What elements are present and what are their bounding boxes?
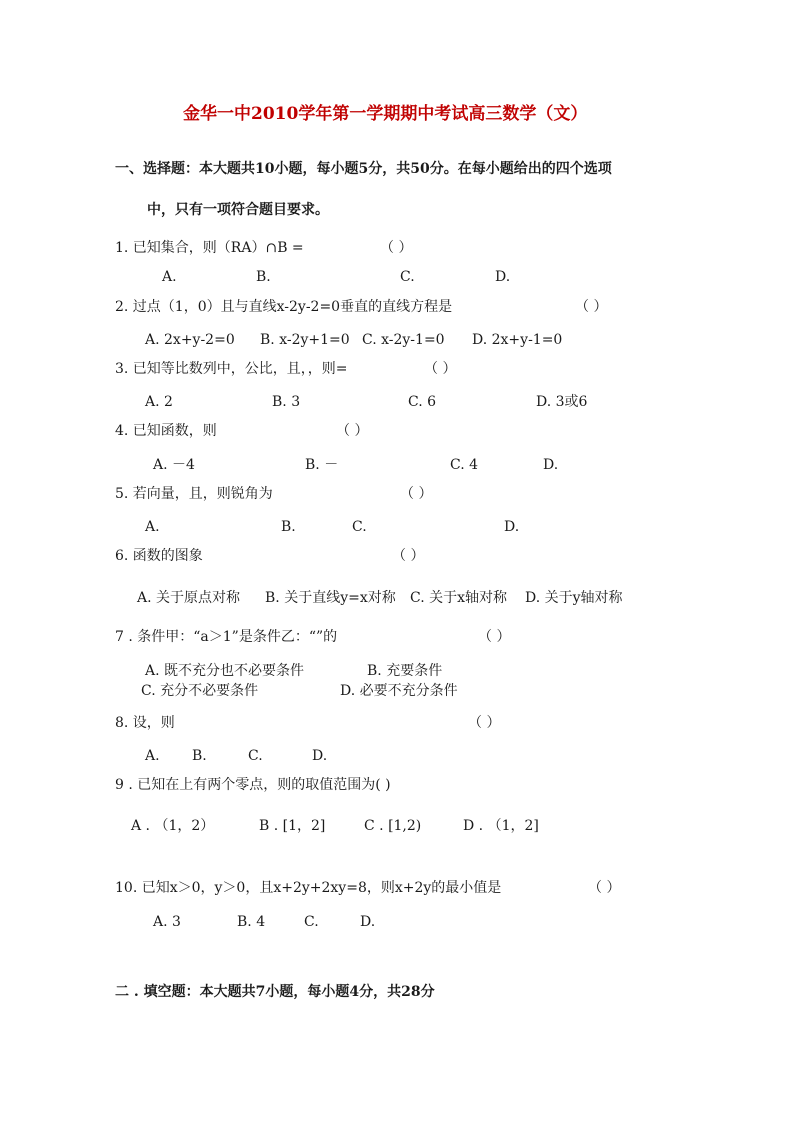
question-6-answer-paren: （ ）: [392, 548, 425, 564]
question-2-option-a: A. 2x+y-2=0: [145, 332, 235, 348]
question-6-option-a: A. 关于原点对称: [137, 590, 241, 606]
question-9-option-c: C . [1,2): [364, 818, 422, 834]
question-9-option-b: B . [1，2]: [259, 818, 326, 834]
section-1-heading-line2: 中，只有一项符合题目要求。: [147, 202, 329, 218]
question-7-stem: 7 . 条件甲：“a＞1”是条件乙：“”的: [115, 629, 338, 645]
question-3-answer-paren: （ ）: [424, 361, 457, 377]
question-10-option-a: A. 3: [153, 914, 181, 930]
question-9-option-d: D . （1，2]: [463, 818, 539, 834]
question-7-option-c: C. 充分不必要条件: [141, 683, 259, 699]
question-5-option-a: A.: [145, 519, 160, 535]
page-title: 金华一中2010学年第一学期期中考试高三数学（文）: [183, 104, 588, 124]
question-7-option-b: B. 充要条件: [367, 663, 443, 679]
question-1-option-b: B.: [256, 269, 271, 285]
question-8-option-d: D.: [312, 748, 328, 764]
question-10-option-c: C.: [304, 914, 319, 930]
question-1-stem: 1. 已知集合，则（RA）∩B =: [115, 240, 304, 256]
question-3-option-a: A. 2: [145, 394, 173, 410]
question-4-option-d: D.: [543, 457, 559, 473]
question-8-option-a: A.: [145, 748, 160, 764]
question-1-option-c: C.: [400, 269, 415, 285]
question-8-option-c: C.: [248, 748, 263, 764]
question-7-option-d: D. 必要不充分条件: [340, 683, 458, 699]
question-2-stem: 2. 过点（1，0）且与直线x-2y-2=0垂直的直线方程是: [115, 299, 453, 315]
question-6-option-d: D. 关于y轴对称: [525, 590, 623, 606]
question-4-option-a: A. －4: [153, 457, 195, 473]
question-10-option-b: B. 4: [237, 914, 266, 930]
question-5-option-b: B.: [281, 519, 296, 535]
question-2-option-d: D. 2x+y-1=0: [472, 332, 563, 348]
question-7-answer-paren: （ ）: [478, 629, 511, 645]
question-5-option-c: C.: [352, 519, 367, 535]
question-10-answer-paren: （ ）: [588, 880, 621, 896]
question-6-stem: 6. 函数的图象: [115, 548, 203, 564]
question-1-option-a: A.: [162, 269, 177, 285]
question-8-option-b: B.: [192, 748, 207, 764]
question-1-option-d: D.: [495, 269, 511, 285]
question-3-option-c: C. 6: [408, 394, 437, 410]
question-8-answer-paren: （ ）: [468, 715, 501, 731]
question-6-option-b: B. 关于直线y=x对称: [265, 590, 396, 606]
question-4-option-c: C. 4: [450, 457, 479, 473]
question-9-option-a: A . （1，2）: [131, 818, 215, 834]
question-10-stem: 10. 已知x＞0，y＞0，且x+2y+2xy=8，则x+2y的最小值是: [115, 880, 502, 896]
section-2-heading: 二 . 填空题：本大题共7小题，每小题4分，共28分: [115, 984, 435, 1000]
section-1-heading-line1: 一、选择题：本大题共10小题，每小题5分，共50分。在每小题给出的四个选项: [115, 161, 612, 177]
question-8-stem: 8. 设，则: [115, 715, 175, 731]
question-5-stem: 5. 若向量，且，则锐角为: [115, 486, 273, 502]
question-4-option-b: B. －: [305, 457, 339, 473]
question-5-option-d: D.: [504, 519, 520, 535]
question-3-option-b: B. 3: [272, 394, 301, 410]
question-3-option-d: D. 3或6: [536, 394, 588, 410]
question-7-option-a: A. 既不充分也不必要条件: [145, 663, 305, 679]
question-4-stem: 4. 已知函数，则: [115, 423, 217, 439]
question-6-option-c: C. 关于x轴对称: [410, 590, 508, 606]
question-3-stem: 3. 已知等比数列中，公比，且，，则=: [115, 361, 348, 377]
question-2-option-c: C. x-2y-1=0: [362, 332, 445, 348]
question-1-answer-paren: （ ）: [380, 240, 413, 256]
question-10-option-d: D.: [360, 914, 376, 930]
question-2-answer-paren: （ ）: [575, 299, 608, 315]
question-2-option-b: B. x-2y+1=0: [260, 332, 350, 348]
question-5-answer-paren: （ ）: [400, 486, 433, 502]
question-4-answer-paren: （ ）: [336, 423, 369, 439]
question-9-stem: 9 . 已知在上有两个零点，则的取值范围为( ): [115, 777, 391, 793]
